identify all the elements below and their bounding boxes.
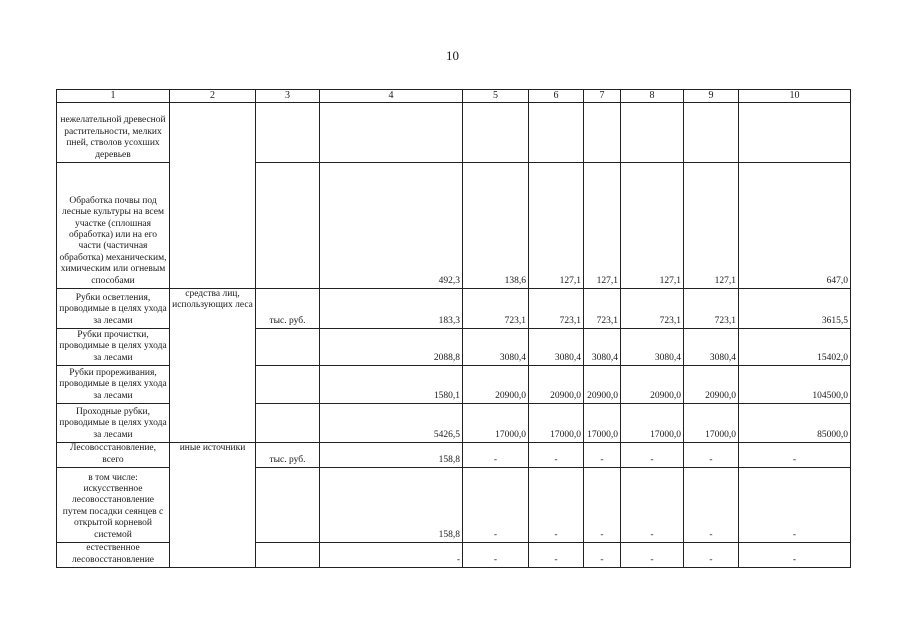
unit-cell: [256, 366, 320, 404]
value-cell: [463, 103, 529, 163]
value-cell: -: [584, 443, 621, 468]
unit-cell: [256, 103, 320, 163]
value-cell: -: [463, 543, 529, 568]
value-cell: 17000,0: [621, 404, 684, 443]
value-cell: -: [684, 443, 739, 468]
value-cell: -: [621, 543, 684, 568]
row-name: Лесовосстановление, всего: [57, 443, 170, 468]
value-cell: 20900,0: [584, 366, 621, 404]
value-cell: 17000,0: [684, 404, 739, 443]
value-cell: -: [684, 468, 739, 543]
value-cell: -: [529, 443, 584, 468]
value-cell: [739, 103, 851, 163]
value-cell: 158,8: [320, 443, 463, 468]
column-header: 1: [57, 90, 170, 103]
value-cell: 5426,5: [320, 404, 463, 443]
unit-cell: тыс. руб.: [256, 443, 320, 468]
value-cell: -: [684, 543, 739, 568]
value-cell: -: [739, 443, 851, 468]
value-cell: 723,1: [621, 289, 684, 329]
value-cell: 17000,0: [584, 404, 621, 443]
value-cell: -: [739, 543, 851, 568]
value-cell: 723,1: [684, 289, 739, 329]
value-cell: [320, 103, 463, 163]
value-cell: 127,1: [584, 163, 621, 289]
column-header: 5: [463, 90, 529, 103]
column-header: 7: [584, 90, 621, 103]
value-cell: 127,1: [621, 163, 684, 289]
column-header: 3: [256, 90, 320, 103]
value-cell: [584, 103, 621, 163]
value-cell: 2088,8: [320, 329, 463, 366]
column-header: 4: [320, 90, 463, 103]
column-header: 9: [684, 90, 739, 103]
value-cell: -: [739, 468, 851, 543]
value-cell: -: [529, 543, 584, 568]
unit-cell: [256, 468, 320, 543]
row-name: нежелательной древесной растительности, мелких пней, стволов усохших деревьев: [57, 103, 170, 163]
value-cell: 20900,0: [684, 366, 739, 404]
unit-cell: [256, 543, 320, 568]
unit-cell: [256, 163, 320, 289]
value-cell: 183,3: [320, 289, 463, 329]
value-cell: 17000,0: [529, 404, 584, 443]
row-name: Проходные рубки, проводимые в целях ухода за лесами: [57, 404, 170, 443]
value-cell: 127,1: [684, 163, 739, 289]
value-cell: [529, 103, 584, 163]
value-cell: 15402,0: [739, 329, 851, 366]
row-name: Рубки прореживания, проводимые в целях ухода за лесами: [57, 366, 170, 404]
value-cell: 17000,0: [463, 404, 529, 443]
value-cell: 104500,0: [739, 366, 851, 404]
forestry-expenditure-table: [56, 89, 851, 568]
row-name: Рубки прочистки, проводимые в целях ухода за лесами: [57, 329, 170, 366]
value-cell: [684, 103, 739, 163]
table-row: [57, 443, 851, 468]
value-cell: 3080,4: [584, 329, 621, 366]
funding-source-cell: средства лиц, использующих леса: [170, 289, 256, 443]
value-cell: -: [584, 468, 621, 543]
value-cell: 3080,4: [621, 329, 684, 366]
value-cell: -: [584, 543, 621, 568]
value-cell: 3080,4: [684, 329, 739, 366]
page-number: 10: [446, 48, 459, 63]
value-cell: -: [621, 468, 684, 543]
table-row: [57, 103, 851, 163]
value-cell: 723,1: [584, 289, 621, 329]
value-cell: 20900,0: [621, 366, 684, 404]
row-name: в том числе: искусственное лесовосстановление путем посадки сеянцев с открытой корневой системой: [57, 468, 170, 543]
value-cell: 492,3: [320, 163, 463, 289]
value-cell: 138,6: [463, 163, 529, 289]
value-cell: -: [320, 543, 463, 568]
value-cell: 3080,4: [463, 329, 529, 366]
value-cell: 723,1: [463, 289, 529, 329]
row-name: Обработка почвы под лесные культуры на всем участке (сплошная обработка) или на его части (частичная обработка) механическим, химическим или огневым способами: [57, 163, 170, 289]
value-cell: 723,1: [529, 289, 584, 329]
value-cell: [621, 103, 684, 163]
column-header: 2: [170, 90, 256, 103]
value-cell: 1580,1: [320, 366, 463, 404]
source-cell-empty: [170, 103, 256, 289]
column-header: 10: [739, 90, 851, 103]
value-cell: 3615,5: [739, 289, 851, 329]
unit-cell: [256, 404, 320, 443]
value-cell: 127,1: [529, 163, 584, 289]
table-row: [57, 289, 851, 329]
column-header: 6: [529, 90, 584, 103]
column-header: 8: [621, 90, 684, 103]
value-cell: 3080,4: [529, 329, 584, 366]
funding-source-cell: иные источники: [170, 443, 256, 568]
value-cell: 20900,0: [529, 366, 584, 404]
value-cell: -: [463, 443, 529, 468]
unit-cell: тыс. руб.: [256, 289, 320, 329]
value-cell: -: [529, 468, 584, 543]
value-cell: -: [621, 443, 684, 468]
value-cell: 20900,0: [463, 366, 529, 404]
value-cell: 158,8: [320, 468, 463, 543]
value-cell: 85000,0: [739, 404, 851, 443]
column-number-row: [57, 90, 851, 103]
unit-cell: [256, 329, 320, 366]
value-cell: 647,0: [739, 163, 851, 289]
row-name: Рубки осветления, проводимые в целях ухода за лесами: [57, 289, 170, 329]
value-cell: -: [463, 468, 529, 543]
row-name: естественное лесовосстановление: [57, 543, 170, 568]
